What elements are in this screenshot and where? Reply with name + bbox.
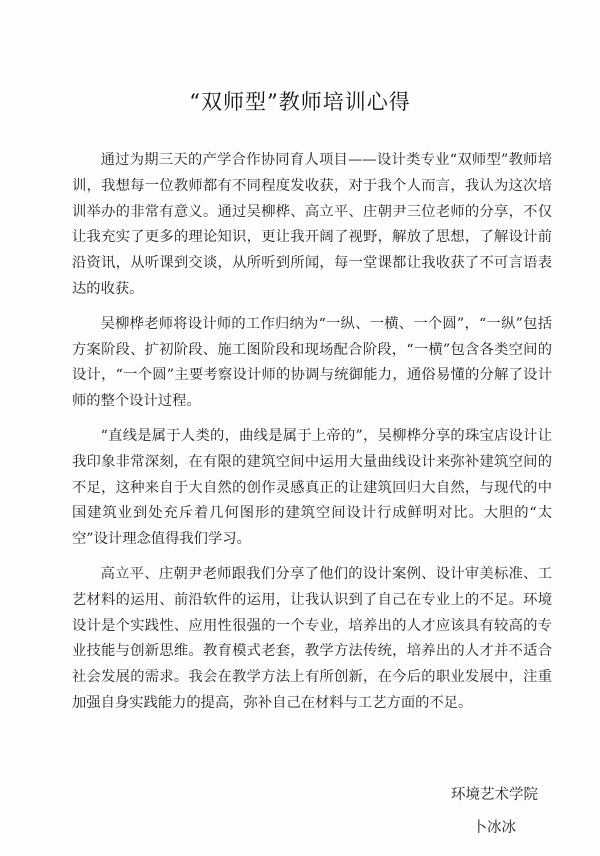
document-body (72, 148, 552, 726)
paragraph-3: “直线是属于人类的，曲线是属于上帝的”，吴柳桦分享的珠宝店设计让我印象非常深刻，在有限的建筑空间中运用大量曲线设计来弥补建筑空间的不足，这种来自于大自然的创作灵感真正的让建筑回归大自然，与现代的中国建筑业到处充斥着几何图形的建筑空间设计行成鲜明对比。大胆的“太空”设计理念值得我们学习。 (72, 427, 552, 548)
signature-name: 卜冰冰 (472, 820, 516, 836)
paragraph-1: 通过为期三天的产学合作协同育人项目——设计类专业“双师型”教师培训，我想每一位教师都有不同程度发收获，对于我个人而言，我认为这次培训举办的非常有意义。通过吴柳桦、高立平、庄朝尹三位老师的分享，不仅让我充实了更多的理论知识，更让我开阔了视野，解放了思想，了解设计前沿资讯，从听课到交谈，从所听到所闻，每一堂课都让我收获了不可言语表达的收获。 (72, 152, 552, 297)
paragraph-2: 吴柳桦老师将设计师的工作归纳为“一纵、一横、一个圆”，“一纵”包括方案阶段、扩初阶段、施工图阶段和现场配合阶段，“一横”包含各类空间的设计，“一个圆”主要考察设计师的协调与统御能力，通俗易懂的分解了设计师的整个设计过程。 (72, 315, 552, 410)
signature-school: 环境艺术学院 (451, 787, 538, 803)
paragraph-4: 高立平、庄朝尹老师跟我们分享了他们的设计案例、设计审美标准、工艺材料的运用、前沿软件的运用，让我认识到了自己在专业上的不足。环境设计是个实践性、应用性很强的一个专业，培养出的人才应该具有较高的专业技能与创新思维。教育模式老套，教学方法传统，培养出的人才并不适合社会发展的需求。我会在教学方法上有所创新，在今后的职业发展中，注重加强自身实践能力的提高，弥补自己在材料与工艺方面的不足。 (72, 565, 552, 711)
document-title: “双师型”教师培训心得 (189, 90, 411, 114)
